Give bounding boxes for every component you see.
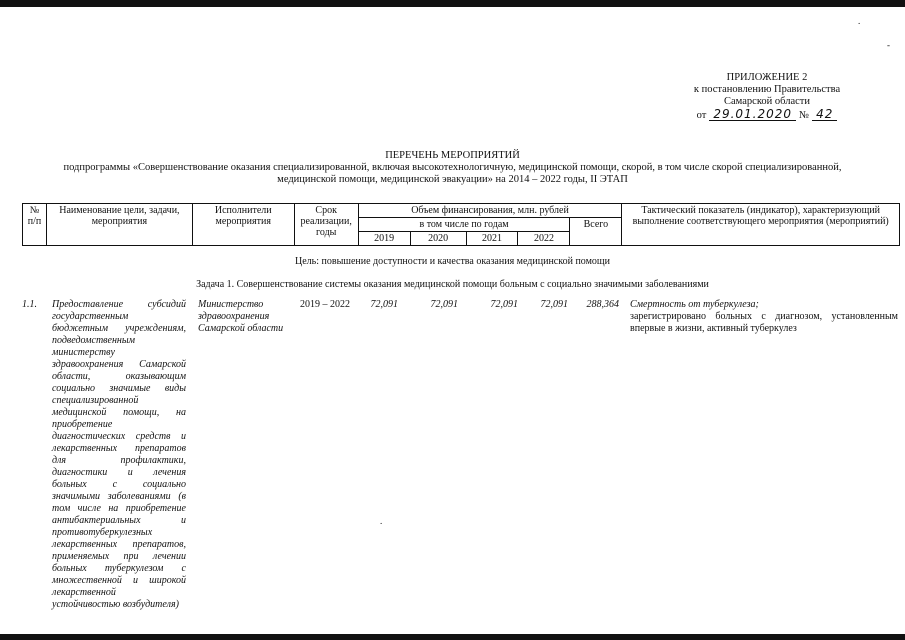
header-year: 2020 bbox=[410, 232, 466, 246]
funding-2021: 72,091 bbox=[490, 299, 518, 310]
header-year: 2021 bbox=[466, 232, 518, 246]
appendix-block bbox=[667, 72, 867, 122]
header-by-years: в том числе по годам bbox=[358, 218, 570, 232]
appendix-title: ПРИЛОЖЕНИЕ 2 bbox=[726, 72, 808, 83]
indicator-title: Смертность от туберкулеза; bbox=[630, 299, 759, 310]
appendix-decree: к постановлению Правительства bbox=[693, 84, 841, 95]
header-executor: Исполнители мероприятия bbox=[192, 204, 294, 246]
measure-term: 2019 – 2022 bbox=[300, 299, 350, 310]
measure-executor: Министерство здравоохранения Самарской области bbox=[198, 299, 284, 334]
funding-total: 288,364 bbox=[586, 299, 619, 310]
goal-line: Цель: повышение доступности и качества оказания медицинской помощи bbox=[295, 256, 610, 267]
header-name: Наименование цели, задачи, мероприятия bbox=[46, 204, 192, 246]
scan-speck: . bbox=[380, 516, 383, 526]
date-prefix: от bbox=[696, 110, 707, 121]
number-label: № bbox=[799, 110, 810, 121]
header-year: 2019 bbox=[358, 232, 410, 246]
measure-name: Предоставление субсидий государственным бюджетным учреждениям, подведомственным министерству здравоохранения Самарской области, оказывающим социально значимые виды специализированной медицинской помощи, на приобретение диагностических средств и лекарственных препаратов для профилактики, диагностики и лечения больных с социально значимыми заболеваниями (в том числе на приобретение антибактериальных и противотуберкулезных лекарственных препаратов, применяемых при лечении больных туберкулезом с множественной и широкой лекарственной устойчивостью возбудителя) bbox=[52, 299, 186, 610]
appendix-date-row bbox=[667, 108, 867, 122]
row-number: 1.1. bbox=[22, 299, 37, 310]
scan-top-border bbox=[0, 0, 905, 7]
scan-speck: - bbox=[887, 40, 890, 50]
funding-2020: 72,091 bbox=[430, 299, 458, 310]
header-funding: Объем финансирования, млн. рублей bbox=[358, 204, 622, 218]
indicator-description: зарегистрировано больных с диагнозом, установленным впервые в жизни, активный туберкулез bbox=[630, 311, 898, 334]
task-line: Задача 1. Совершенствование системы оказания медицинской помощи больным с социально значимыми заболеваниями bbox=[196, 279, 709, 290]
scan-speck: . bbox=[858, 16, 861, 26]
header-number: № п/п bbox=[23, 204, 47, 246]
handwritten-number: 42 bbox=[812, 108, 837, 121]
document-title: ПЕРЕЧЕНЬ МЕРОПРИЯТИЙ bbox=[385, 150, 520, 161]
header-total: Всего bbox=[570, 218, 622, 246]
header-indicator: Тактический показатель (индикатор), характеризующий выполнение соответствующего мероприятия (мероприятий) bbox=[622, 204, 900, 246]
funding-2019: 72,091 bbox=[370, 299, 398, 310]
subprogram-line-1: подпрограммы «Совершенствование оказания специализированной, включая высокотехнологичную, медицинской помощи, скорой, в том числе скорой специализированной, bbox=[63, 162, 842, 173]
scan-bottom-border bbox=[0, 634, 905, 640]
header-year: 2022 bbox=[518, 232, 570, 246]
handwritten-date: 29.01.2020 bbox=[709, 108, 796, 121]
indicator-cell bbox=[630, 299, 898, 335]
measures-table-header bbox=[22, 203, 900, 246]
subprogram-line-2: медицинской помощи, медицинской эвакуации» на 2014 – 2022 годы, II ЭТАП bbox=[277, 174, 628, 185]
header-term: Срок реализации, годы bbox=[294, 204, 358, 246]
funding-2022: 72,091 bbox=[540, 299, 568, 310]
appendix-region: Самарской области bbox=[724, 96, 810, 107]
